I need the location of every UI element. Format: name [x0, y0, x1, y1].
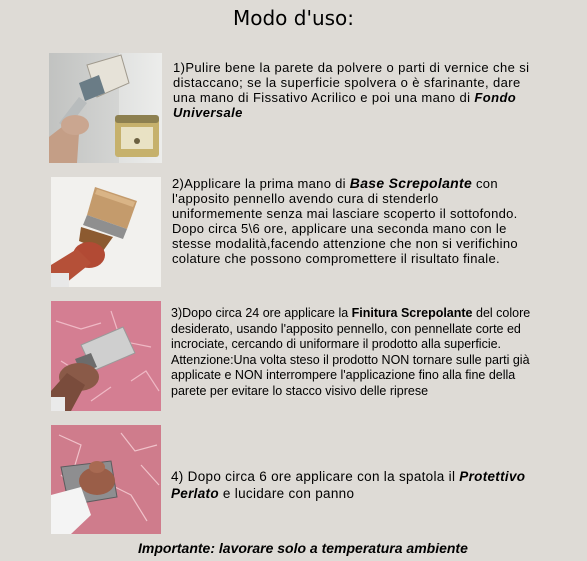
important-note: Importante: lavorare solo a temperatura ambiente — [138, 540, 468, 556]
step-4-text-part-1: 4) Dopo circa 6 ore applicare con la spatola il — [171, 469, 460, 484]
step-1-text — [173, 60, 533, 120]
step-2-product-name: Base Screpolante — [349, 175, 473, 191]
step-4-text — [171, 468, 541, 502]
step-3-text-part-2: del colore desiderato, usando l'apposito pennello, con pennellate corte ed incrociate, cercando di uniformare il prodotto alla superficie. Attenzione:Una volta steso il prodotto NON tornare sulle parti già applicate e NON interrompere l'applicazione fino alla fine della parete per evitare lo stacco visivo delle riprese — [171, 306, 531, 398]
step-3-photo — [51, 301, 161, 411]
step-2-text — [172, 176, 532, 266]
step-3-text-part-1: 3)Dopo circa 24 ore applicare la — [171, 306, 352, 320]
step-3-text — [171, 306, 541, 399]
step-2-photo — [51, 177, 161, 287]
step-4-product-name: Protettivo Perlato — [171, 469, 526, 501]
step-2-text-part-2: con l'apposito pennello avendo cura di stenderlo uniformemente senza mai lasciare scoperto il sottofondo. Dopo circa 5\6 ore, applicare una seconda mano con le stesse modalità,facendo attenzione che non si verifichino colature che possono compromettere il risultato finale. — [172, 176, 518, 266]
step-1-text-part-1: 1)Pulire bene la parete da polvere o parti di vernice che si distaccano; se la superficie spolvera o è sfarinante, dare una mano di Fissativo Acrilico e poi una mano di — [173, 60, 530, 105]
step-4-text-part-2: e lucidare con panno — [218, 486, 355, 501]
page-title: Modo d'uso: — [232, 6, 355, 30]
step-1-photo — [49, 53, 162, 163]
step-2-text-part-1: 2)Applicare la prima mano di — [172, 176, 350, 191]
step-4-photo — [51, 425, 161, 534]
step-3-product-name: Finitura Screpolante — [351, 306, 473, 320]
step-1-product-name: Fondo Universale — [173, 90, 517, 120]
